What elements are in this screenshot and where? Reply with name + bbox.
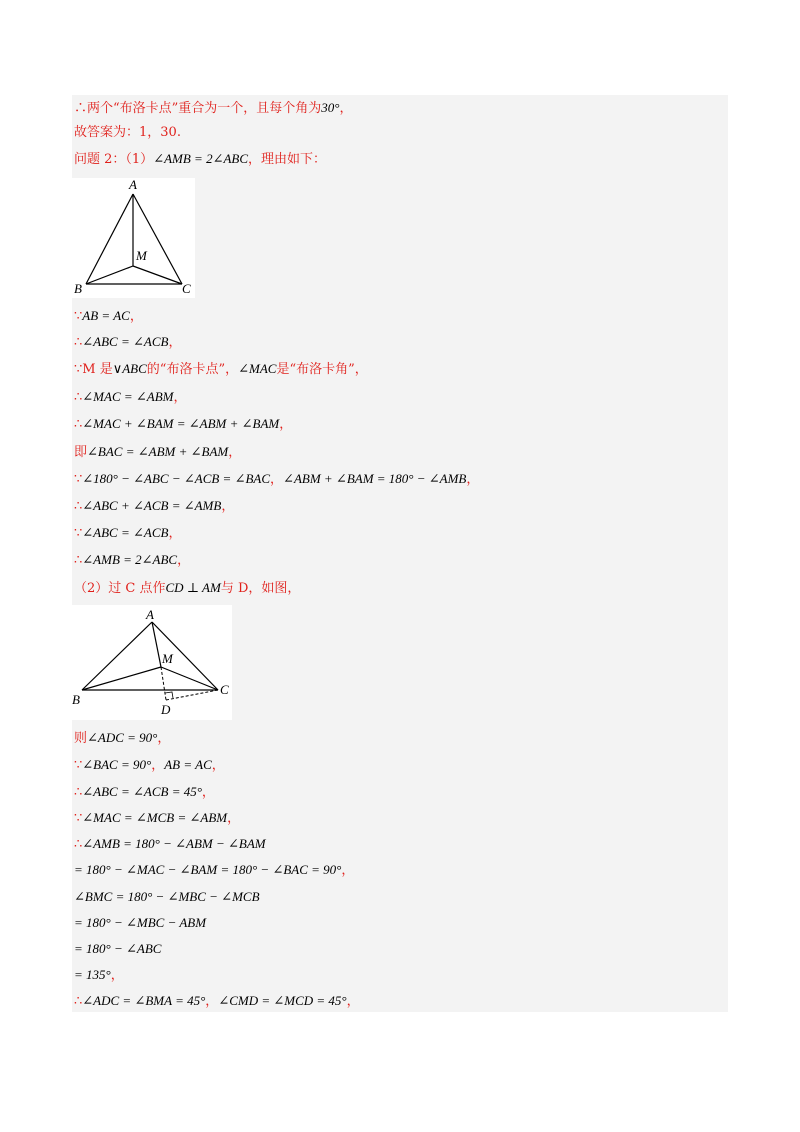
- line-3: ∵AB = AC，: [74, 308, 143, 324]
- line-5: ∵M 是∨ABC的“布洛卡点”，∠MAC是“布洛卡角”，: [74, 361, 368, 377]
- fig1-label-m: M: [136, 248, 147, 263]
- figure-2-diagram: [72, 605, 232, 720]
- line-16: ∴∠ABC = ∠ACB = 45°，: [74, 784, 215, 800]
- fig1-label-a: A: [129, 178, 137, 192]
- line-12: ∴∠AMB = 2∠ABC，: [74, 552, 191, 568]
- line-0: ∴两个“布洛卡点”重合为一个，且每个角为30°，: [74, 100, 353, 116]
- line-2: 问题 2：（1）∠AMB = 2∠ABC，理由如下：: [74, 151, 327, 167]
- fig2-label-m: M: [162, 651, 173, 666]
- line-4: ∴∠ABC = ∠ACB，: [74, 334, 182, 350]
- line-15: ∵∠BAC = 90°，AB = AC，: [74, 757, 225, 773]
- line-1: 故答案为：1，30.: [74, 125, 181, 140]
- fig2-label-d: D: [161, 702, 171, 717]
- line-19: = 180° − ∠MAC − ∠BAM = 180° − ∠BAC = 90°，: [74, 862, 355, 878]
- line-20: ∠BMC = 180° − ∠MBC − ∠MCB: [74, 889, 260, 904]
- line-18: ∴∠AMB = 180° − ∠ABM − ∠BAM: [74, 836, 266, 852]
- line-24: ∴∠ADC = ∠BMA = 45°，∠CMD = ∠MCD = 45°，: [74, 993, 360, 1009]
- line-11: ∵∠ABC = ∠ACB，: [74, 525, 182, 541]
- fig1-label-c: C: [182, 281, 191, 296]
- fig2-label-a: A: [146, 607, 154, 622]
- line-22: = 180° − ∠ABC: [74, 941, 162, 956]
- figure-1-diagram: [72, 178, 195, 298]
- line-23: = 135°，: [74, 967, 124, 983]
- figure-2: [72, 605, 232, 720]
- line-10: ∴∠ABC + ∠ACB = ∠AMB，: [74, 498, 235, 514]
- line-21: = 180° − ∠MBC − ABM: [74, 915, 207, 930]
- fig1-label-b: B: [74, 281, 82, 296]
- figure-1: [72, 178, 195, 298]
- line-8: 即∠BAC = ∠ABM + ∠BAM，: [74, 444, 242, 460]
- line-17: ∵∠MAC = ∠MCB = ∠ABM，: [74, 810, 241, 826]
- fig2-label-b: B: [72, 692, 80, 707]
- fig2-label-c: C: [220, 682, 229, 697]
- line-14: 则∠ADC = 90°，: [74, 730, 171, 746]
- line-9: ∵∠180° − ∠ABC − ∠ACB = ∠BAC，∠ABM + ∠BAM = 180° − ∠AMB，: [74, 471, 480, 487]
- line-7: ∴∠MAC + ∠BAM = ∠ABM + ∠BAM，: [74, 416, 293, 432]
- line-6: ∴∠MAC = ∠ABM，: [74, 389, 187, 405]
- line-13: （2）过 C 点作CD ⊥ AM与 D，如图，: [74, 580, 301, 596]
